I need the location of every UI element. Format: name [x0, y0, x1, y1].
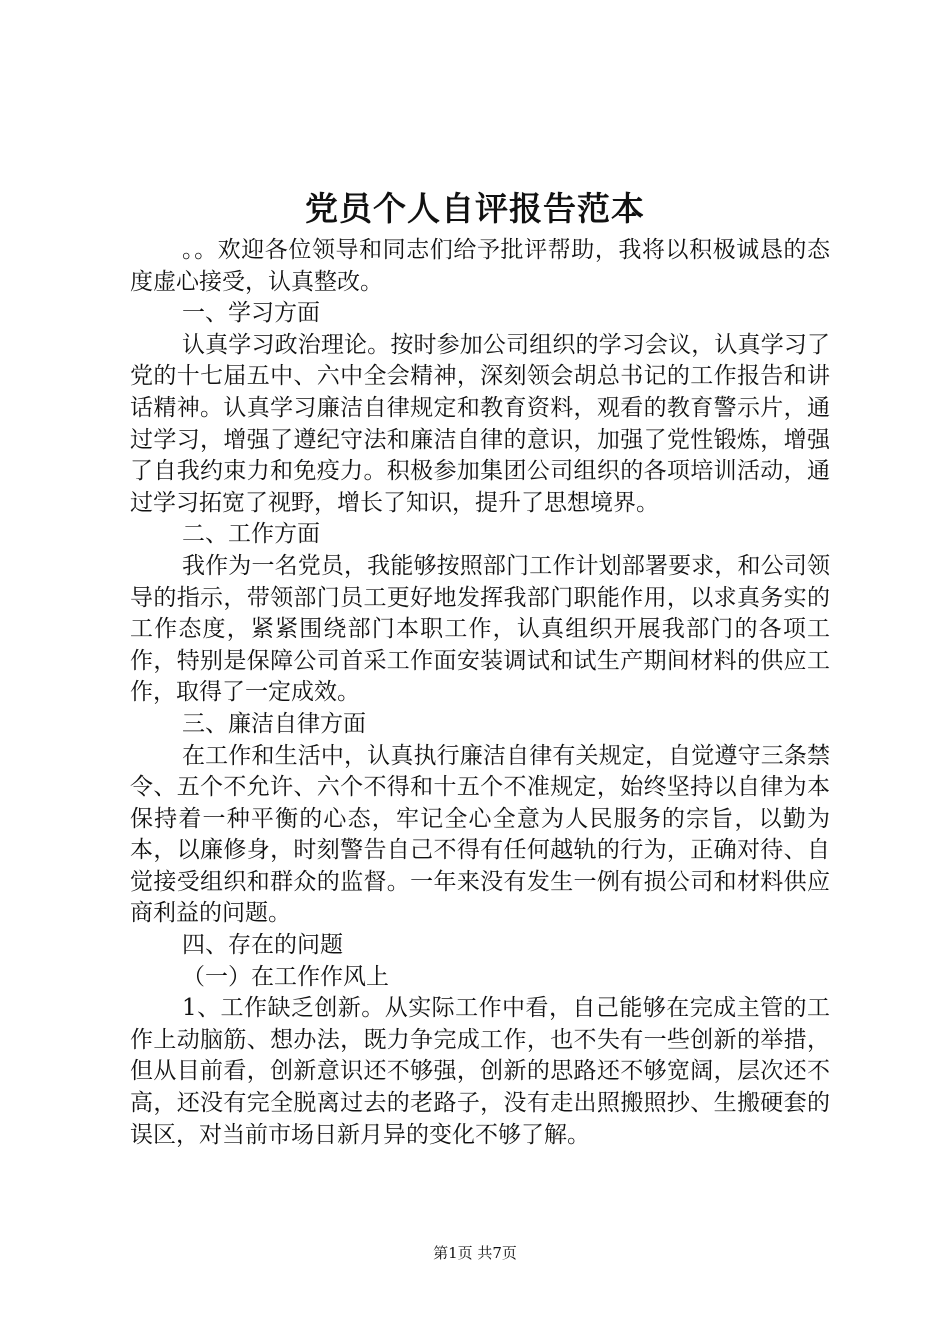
heading-work: 二、工作方面 — [182, 521, 320, 548]
heading-problems: 四、存在的问题 — [182, 932, 343, 959]
paragraph-innovation: 1、工作缺乏创新。从实际工作中看，自己能够在完成主管的工作上动脑筋、想办法，既力争完成工作，也不失有一些创新的举措，但从目前看，创新意识还不够强，创新的思路还不够宽阔，层次还不高，还没有完全脱离过去的老路子，没有走出照搬照抄、生搬硬套的误区，对当前市场日新月异的变化不够了解。 — [130, 995, 830, 1148]
page-number-footer: 第1页 共7页 — [433, 1244, 517, 1262]
document-body — [130, 235, 830, 1151]
paragraph-work: 我作为一名党员，我能够按照部门工作计划部署要求，和公司领导的指示，带领部门员工更好地发挥我部门职能作用，以求真务实的工作态度，紧紧围绕部门本职工作，认真组织开展我部门的各项工作，特别是保障公司首采工作面安装调试和试生产期间材料的供应工作，取得了一定成效。 — [130, 552, 830, 706]
heading-study: 一、学习方面 — [182, 300, 320, 327]
paragraph-study: 认真学习政治理论。按时参加公司组织的学习会议，认真学习了党的十七届五中、六中全会精神，深刻领会胡总书记的工作报告和讲话精神。认真学习廉洁自律规定和教育资料，观看的教育警示片，通过学习，增强了遵纪守法和廉洁自律的意识，加强了党性锻炼，增强了自我约束力和免疫力。积极参加集团公司组织的各项培训活动，通过学习拓宽了视野，增长了知识，提升了思想境界。 — [130, 331, 830, 516]
subheading-work-style: （一）在工作作风上 — [182, 963, 389, 990]
paragraph-intro: 。。欢迎各位领导和同志们给予批评帮助，我将以积极诚恳的态度虚心接受，认真整改。 — [130, 237, 830, 295]
document-title: 党员个人自评报告范本 — [305, 189, 645, 228]
paragraph-integrity: 在工作和生活中，认真执行廉洁自律有关规定，自觉遵守三条禁令、五个不允许、六个不得和十五个不准规定，始终坚持以自律为本保持着一种平衡的心态，牢记全心全意为人民服务的宗旨，以勤为本，以廉修身，时刻警告自己不得有任何越轨的行为，正确对待、自觉接受组织和群众的监督。一年来没有发生一例有损公司和材料供应商利益的问题。 — [130, 742, 830, 927]
heading-integrity: 三、廉洁自律方面 — [182, 710, 366, 737]
